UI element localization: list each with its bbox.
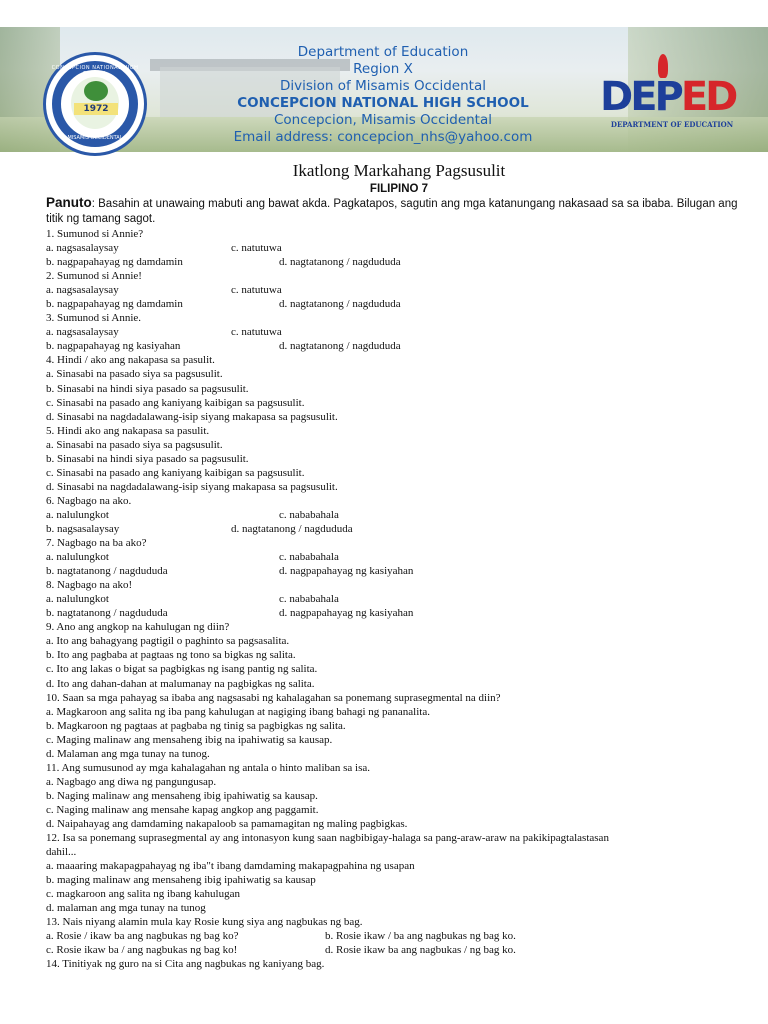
seal-tree-icon [84, 81, 108, 101]
question-line [46, 508, 752, 522]
question-line [46, 536, 752, 550]
line-text: 5. Hindi ako ang nakapasa sa pasulit. [46, 424, 210, 437]
question-line [46, 747, 752, 761]
question-line [46, 662, 752, 676]
seal-year: 1972 [74, 103, 118, 115]
question-line [46, 311, 752, 325]
line-text: b. Magkaroon ng pagtaas at pagbaba ng tinig sa pagbigkas ng salita. [46, 719, 346, 732]
line-text: c. Naging malinaw ang mensahe kapag angkop ang paggamit. [46, 803, 319, 816]
question-line [46, 691, 752, 705]
question-list [46, 227, 752, 971]
question-line [46, 227, 752, 241]
question-line [46, 733, 752, 747]
line-text: a. Sinasabi na pasado siya sa pagsusulit. [46, 368, 223, 381]
line-text: 7. Nagbago na ba ako? [46, 537, 147, 550]
question-line [46, 410, 752, 424]
line-text: 13. Nais niyang alamin mula kay Rosie kung siya ang nagbukas ng bag. [46, 916, 363, 929]
instructions-text: : Basahin at unawaing mabuti ang bawat akda. Pagkatapos, sagutin ang mga katanungang nakasaad sa sa ibaba. Bilugan ang titik ng tamang sagot. [46, 198, 738, 225]
line-option-column: d. nagtatanong / nagdududa [279, 298, 401, 311]
question-line [46, 339, 752, 353]
line-text: d. Naipahayag ang damdaming nakapaloob sa pamamagitan ng maling pagbigkas. [46, 817, 408, 830]
seal-bottom-text: MISAMIS OCCIDENTAL [67, 135, 123, 141]
line-text: 3. Sumunod si Annie. [46, 312, 142, 325]
school-seal-logo [43, 52, 147, 156]
line-text: c. Sinasabi na pasado ang kaniyang kaibigan sa pagsusulit. [46, 466, 305, 479]
question-line [46, 606, 752, 620]
line-text: b. nagsasalaysay [46, 522, 120, 535]
line-option-column: d. nagtatanong / nagdududa [279, 256, 401, 269]
line-option-column: c. natutuwa [231, 326, 282, 339]
line-text: a. Magkaroon ang salita ng iba pang kahulugan at nagiging ibang bahagi ng pananalita. [46, 705, 430, 718]
deped-bar-text: DEPARTMENT OF EDUCATION [610, 120, 734, 129]
question-line [46, 452, 752, 466]
region-name: Region X [353, 61, 413, 77]
deped-logo [598, 54, 750, 140]
question-line [46, 677, 752, 691]
line-text: d. malaman ang mga tunay na tunog [46, 902, 206, 915]
line-text: a. nalulungkot [46, 508, 109, 521]
line-text: b. Naging malinaw ang mensaheng ibig ipahiwatig sa kausap. [46, 789, 318, 802]
line-text: a. maaaring makapagpahayag ng iba"t ibang damdaming makapagpahina ng usapan [46, 860, 415, 873]
line-option-column: d. nagpapahayag ng kasiyahan [279, 565, 414, 578]
line-text: a. Sinasabi na pasado siya sa pagsusulit. [46, 438, 223, 451]
line-option-column: d. nagtatanong / nagdududa [231, 522, 353, 535]
deped-word-ed: ED [680, 74, 736, 120]
line-option-column: b. Rosie ikaw / ba ang nagbukas ng bag ko. [325, 930, 516, 943]
question-line [46, 396, 752, 410]
line-text: 4. Hindi / ako ang nakapasa sa pasulit. [46, 354, 215, 367]
line-option-column: d. nagtatanong / nagdududa [279, 340, 401, 353]
seal-top-text: CONCEPCION NATIONAL HIGH SCHOOL [51, 65, 139, 77]
question-line [46, 283, 752, 297]
school-address: Concepcion, Misamis Occidental [273, 112, 492, 128]
question-line [46, 578, 752, 592]
line-text: c. Ito ang lakas o bigat sa pagbigkas ng isang pantig ng salita. [46, 663, 318, 676]
line-text: b. nagtatanong / nagdududa [46, 565, 168, 578]
line-option-column: c. natutuwa [231, 242, 282, 255]
line-text: c. Sinasabi na pasado ang kaniyang kaibigan sa pagsusulit. [46, 396, 305, 409]
question-line [46, 241, 752, 255]
line-text: a. Nagbago ang diwa ng pangungusap. [46, 775, 217, 788]
line-text: 2. Sumunod si Annie! [46, 270, 142, 283]
question-line [46, 353, 752, 367]
line-text: b. Sinasabi na hindi siya pasado sa pagsusulit. [46, 382, 249, 395]
question-line [46, 803, 752, 817]
question-line [46, 620, 752, 634]
line-text: a. Rosie / ikaw ba ang nagbukas ng bag ko? [46, 930, 239, 943]
division-name: Division of Misamis Occidental [280, 78, 486, 94]
deped-wordmark [600, 74, 735, 120]
question-line [46, 901, 752, 915]
line-option-column: c. natutuwa [231, 284, 282, 297]
line-option-column: c. nababahala [279, 593, 339, 606]
question-line [46, 480, 752, 494]
line-text: 6. Nagbago na ako. [46, 494, 132, 507]
line-text: c. Maging malinaw ang mensaheng ibig na ipahiwatig sa kausap. [46, 733, 333, 746]
line-text: d. Ito ang dahan-dahan at malumanay na pagbigkas ng salita. [46, 677, 315, 690]
exam-instructions [46, 196, 752, 226]
line-text: 9. Ano ang angkop na kahulugan ng diin? [46, 621, 230, 634]
question-line [46, 466, 752, 480]
question-line [46, 943, 752, 957]
question-line [46, 915, 752, 929]
question-line [46, 550, 752, 564]
line-text: a. nagsasalaysay [46, 284, 119, 297]
line-text: a. nagsasalaysay [46, 242, 119, 255]
line-text: a. nagsasalaysay [46, 326, 119, 339]
line-text: 8. Nagbago na ako! [46, 579, 133, 592]
question-line [46, 873, 752, 887]
line-option-column: c. nababahala [279, 551, 339, 564]
line-text: 1. Sumunod si Annie? [46, 228, 144, 240]
line-text: a. nalulungkot [46, 551, 109, 564]
question-line [46, 592, 752, 606]
question-line [46, 634, 752, 648]
line-text: d. Malaman ang mga tunay na tunog. [46, 747, 210, 760]
line-text: c. magkaroon ang salita ng ibang kahulugan [46, 888, 240, 901]
line-text: b. nagpapahayag ng damdamin [46, 256, 183, 269]
exam-subject: FILIPINO 7 [369, 183, 429, 195]
deped-word-dep: DEP [600, 74, 681, 120]
question-line [46, 269, 752, 283]
question-line [46, 845, 752, 859]
line-text: d. Sinasabi na nagdadalawang-isip siyang makapasa sa pagsusulit. [46, 480, 338, 493]
question-line [46, 367, 752, 381]
line-option-column: d. Rosie ikaw ba ang nagbukas / ng bag ko. [325, 944, 516, 957]
question-line [46, 522, 752, 536]
line-text: b. nagpapahayag ng damdamin [46, 298, 183, 311]
line-option-column: c. nababahala [279, 508, 339, 521]
question-line [46, 438, 752, 452]
line-text: b. Ito ang pagbaba at pagtaas ng tono sa bigkas ng salita. [46, 649, 296, 662]
question-line [46, 494, 752, 508]
question-line [46, 775, 752, 789]
question-line [46, 297, 752, 311]
line-text: 14. Tinitiyak ng guro na si Cita ang nagbukas ng kaniyang bag. [46, 958, 325, 971]
line-text: 10. Saan sa mga pahayag sa ibaba ang nagsasabi ng kahalagahan sa ponemang suprasegmental na diin? [46, 691, 501, 704]
question-line [46, 648, 752, 662]
department-name: Department of Education [297, 44, 469, 60]
question-line [46, 817, 752, 831]
line-option-column: d. nagpapahayag ng kasiyahan [279, 607, 414, 620]
question-line [46, 719, 752, 733]
line-text: a. Ito ang bahagyang pagtigil o paghinto sa pagsasalita. [46, 635, 290, 648]
question-line [46, 382, 752, 396]
question-line [46, 564, 752, 578]
school-name: CONCEPCION NATIONAL HIGH SCHOOL [237, 95, 529, 111]
line-text: 11. Ang sumusunod ay mga kahalagahan ng antala o hinto maliban sa isa. [46, 761, 371, 774]
question-line [46, 705, 752, 719]
question-line [46, 929, 752, 943]
line-text: c. Rosie ikaw ba / ang nagbukas ng bag ko! [46, 944, 238, 957]
question-line [46, 761, 752, 775]
question-line [46, 789, 752, 803]
line-text: b. maging malinaw ang mensaheng ibig ipahiwatig sa kausap [46, 874, 316, 887]
question-line [46, 859, 752, 873]
line-text: d. Sinasabi na nagdadalawang-isip siyang makapasa sa pagsusulit. [46, 410, 338, 423]
line-text: b. nagtatanong / nagdududa [46, 607, 168, 620]
header-text-block [218, 44, 548, 146]
question-line [46, 887, 752, 901]
line-text: 12. Isa sa ponemang suprasegmental ay ang intonasyon kung saan nagbibigay-halaga sa pang-araw-araw na pakikipagtalastasan [46, 832, 609, 845]
question-line [46, 424, 752, 438]
instructions-label: Panuto [46, 195, 92, 210]
line-text: b. Sinasabi na hindi siya pasado sa pagsusulit. [46, 452, 249, 465]
question-line [46, 325, 752, 339]
question-line [46, 831, 752, 845]
line-text: dahil... [46, 846, 77, 859]
exam-title: Ikatlong Markahang Pagsusulit [292, 161, 506, 180]
school-email: Email address: concepcion_nhs@yahoo.com [233, 129, 533, 145]
line-text: a. nalulungkot [46, 593, 109, 606]
line-text: b. nagpapahayag ng kasiyahan [46, 340, 181, 353]
question-line [46, 957, 752, 971]
question-line [46, 255, 752, 269]
